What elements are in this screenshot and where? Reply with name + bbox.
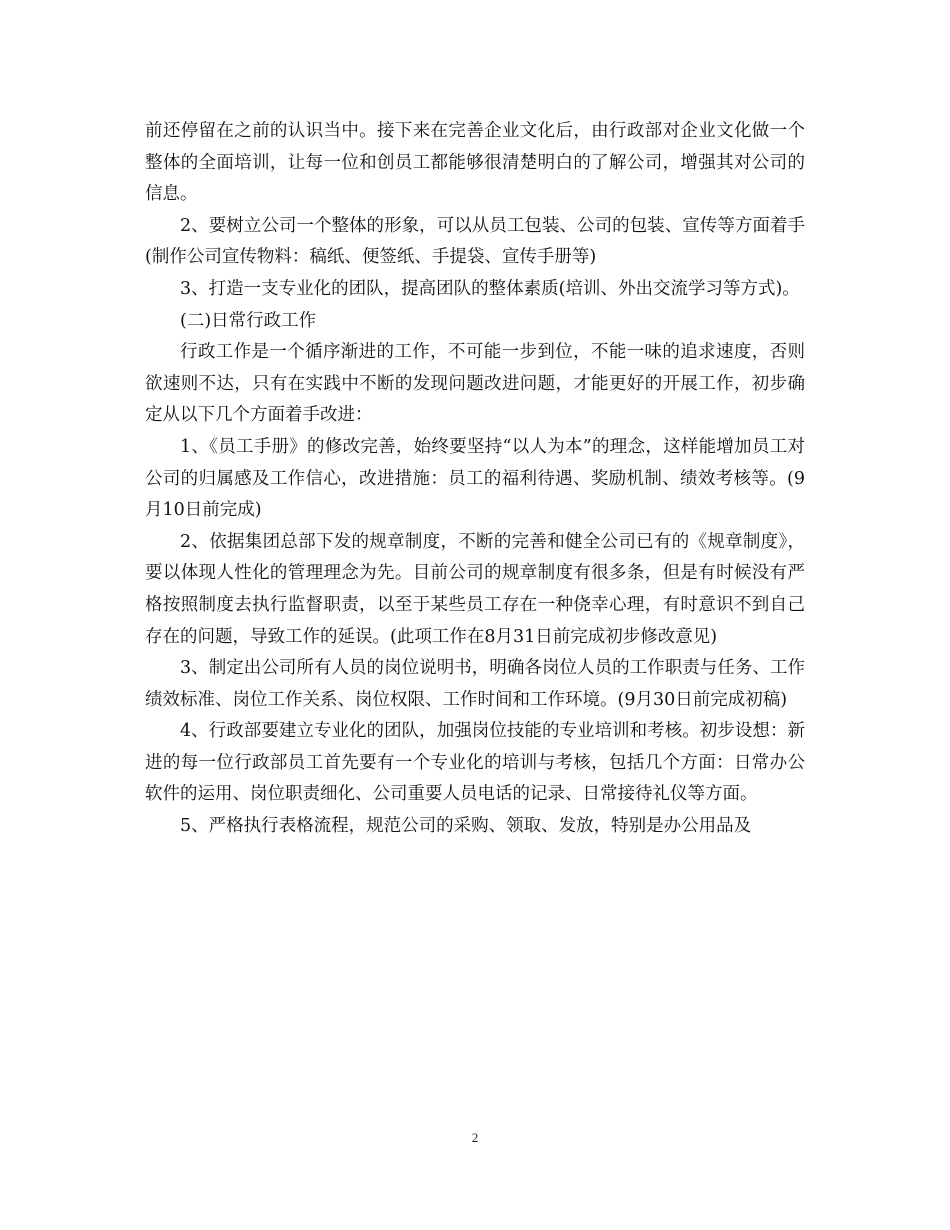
paragraph-continuation: 前还停留在之前的认识当中。接下来在完善企业文化后，由行政部对企业文化做一个整体的全面培训，让每一位和创员工都能够很清楚明白的了解公司，增强其对公司的信息。 bbox=[145, 121, 805, 205]
paragraph-item-3-team: 3、打造一支专业化的团队，提高团队的整体素质(培训、外出交流学习等方式)。 bbox=[180, 278, 800, 299]
page-number: 2 bbox=[471, 1130, 479, 1145]
paragraph-item-3-job-descriptions: 3、制定出公司所有人员的岗位说明书，明确各岗位人员的工作职责与任务、工作绩效标准、岗位工作关系、岗位权限、工作时间和工作环境。(9月30日前完成初稿) bbox=[145, 658, 805, 710]
paragraph-item-2-image: 2、要树立公司一个整体的形象，可以从员工包装、公司的包装、宣传等方面着手(制作公司宣传物料：稿纸、便签纸、手提袋、宣传手册等) bbox=[145, 215, 805, 268]
document-body bbox=[145, 116, 805, 843]
section-heading-daily-admin: (二)日常行政工作 bbox=[180, 310, 317, 331]
paragraph-item-2-rules: 2、依据集团总部下发的规章制度，不断的完善和健全公司已有的《规章制度》，要以体现人性化的管理理念为先。目前公司的规章制度有很多条，但是有时候没有严格按照制度去执行监督职责，以至于某些员工存在一种侥幸心理，有时意识不到自己存在的问题，导致工作的延误。(此项工作在8月31日前完成初步修改意见) bbox=[145, 531, 805, 647]
paragraph-item-4-training: 4、行政部要建立专业化的团队，加强岗位技能的专业培训和考核。初步设想：新进的每一位行政部员工首先要有一个专业化的培训与考核，包括几个方面：日常办公软件的运用、岗位职责细化、公司重要人员电话的记录、日常接待礼仪等方面。 bbox=[145, 721, 805, 805]
paragraph-item-1-handbook: 1、《员工手册》的修改完善，始终要坚持“以人为本”的理念，这样能增加员工对公司的归属感及工作信心，改进措施：员工的福利待遇、奖励机制、绩效考核等。(9月10日前完成) bbox=[145, 436, 805, 521]
paragraph-item-5-procedures: 5、严格执行表格流程，规范公司的采购、领取、发放，特别是办公用品及 bbox=[180, 816, 752, 837]
paragraph-intro: 行政工作是一个循序渐进的工作，不可能一步到位，不能一味的追求速度，否则欲速则不达，只有在实践中不断的发现问题改进问题，才能更好的开展工作，初步确定从以下几个方面着手改进： bbox=[145, 342, 805, 426]
